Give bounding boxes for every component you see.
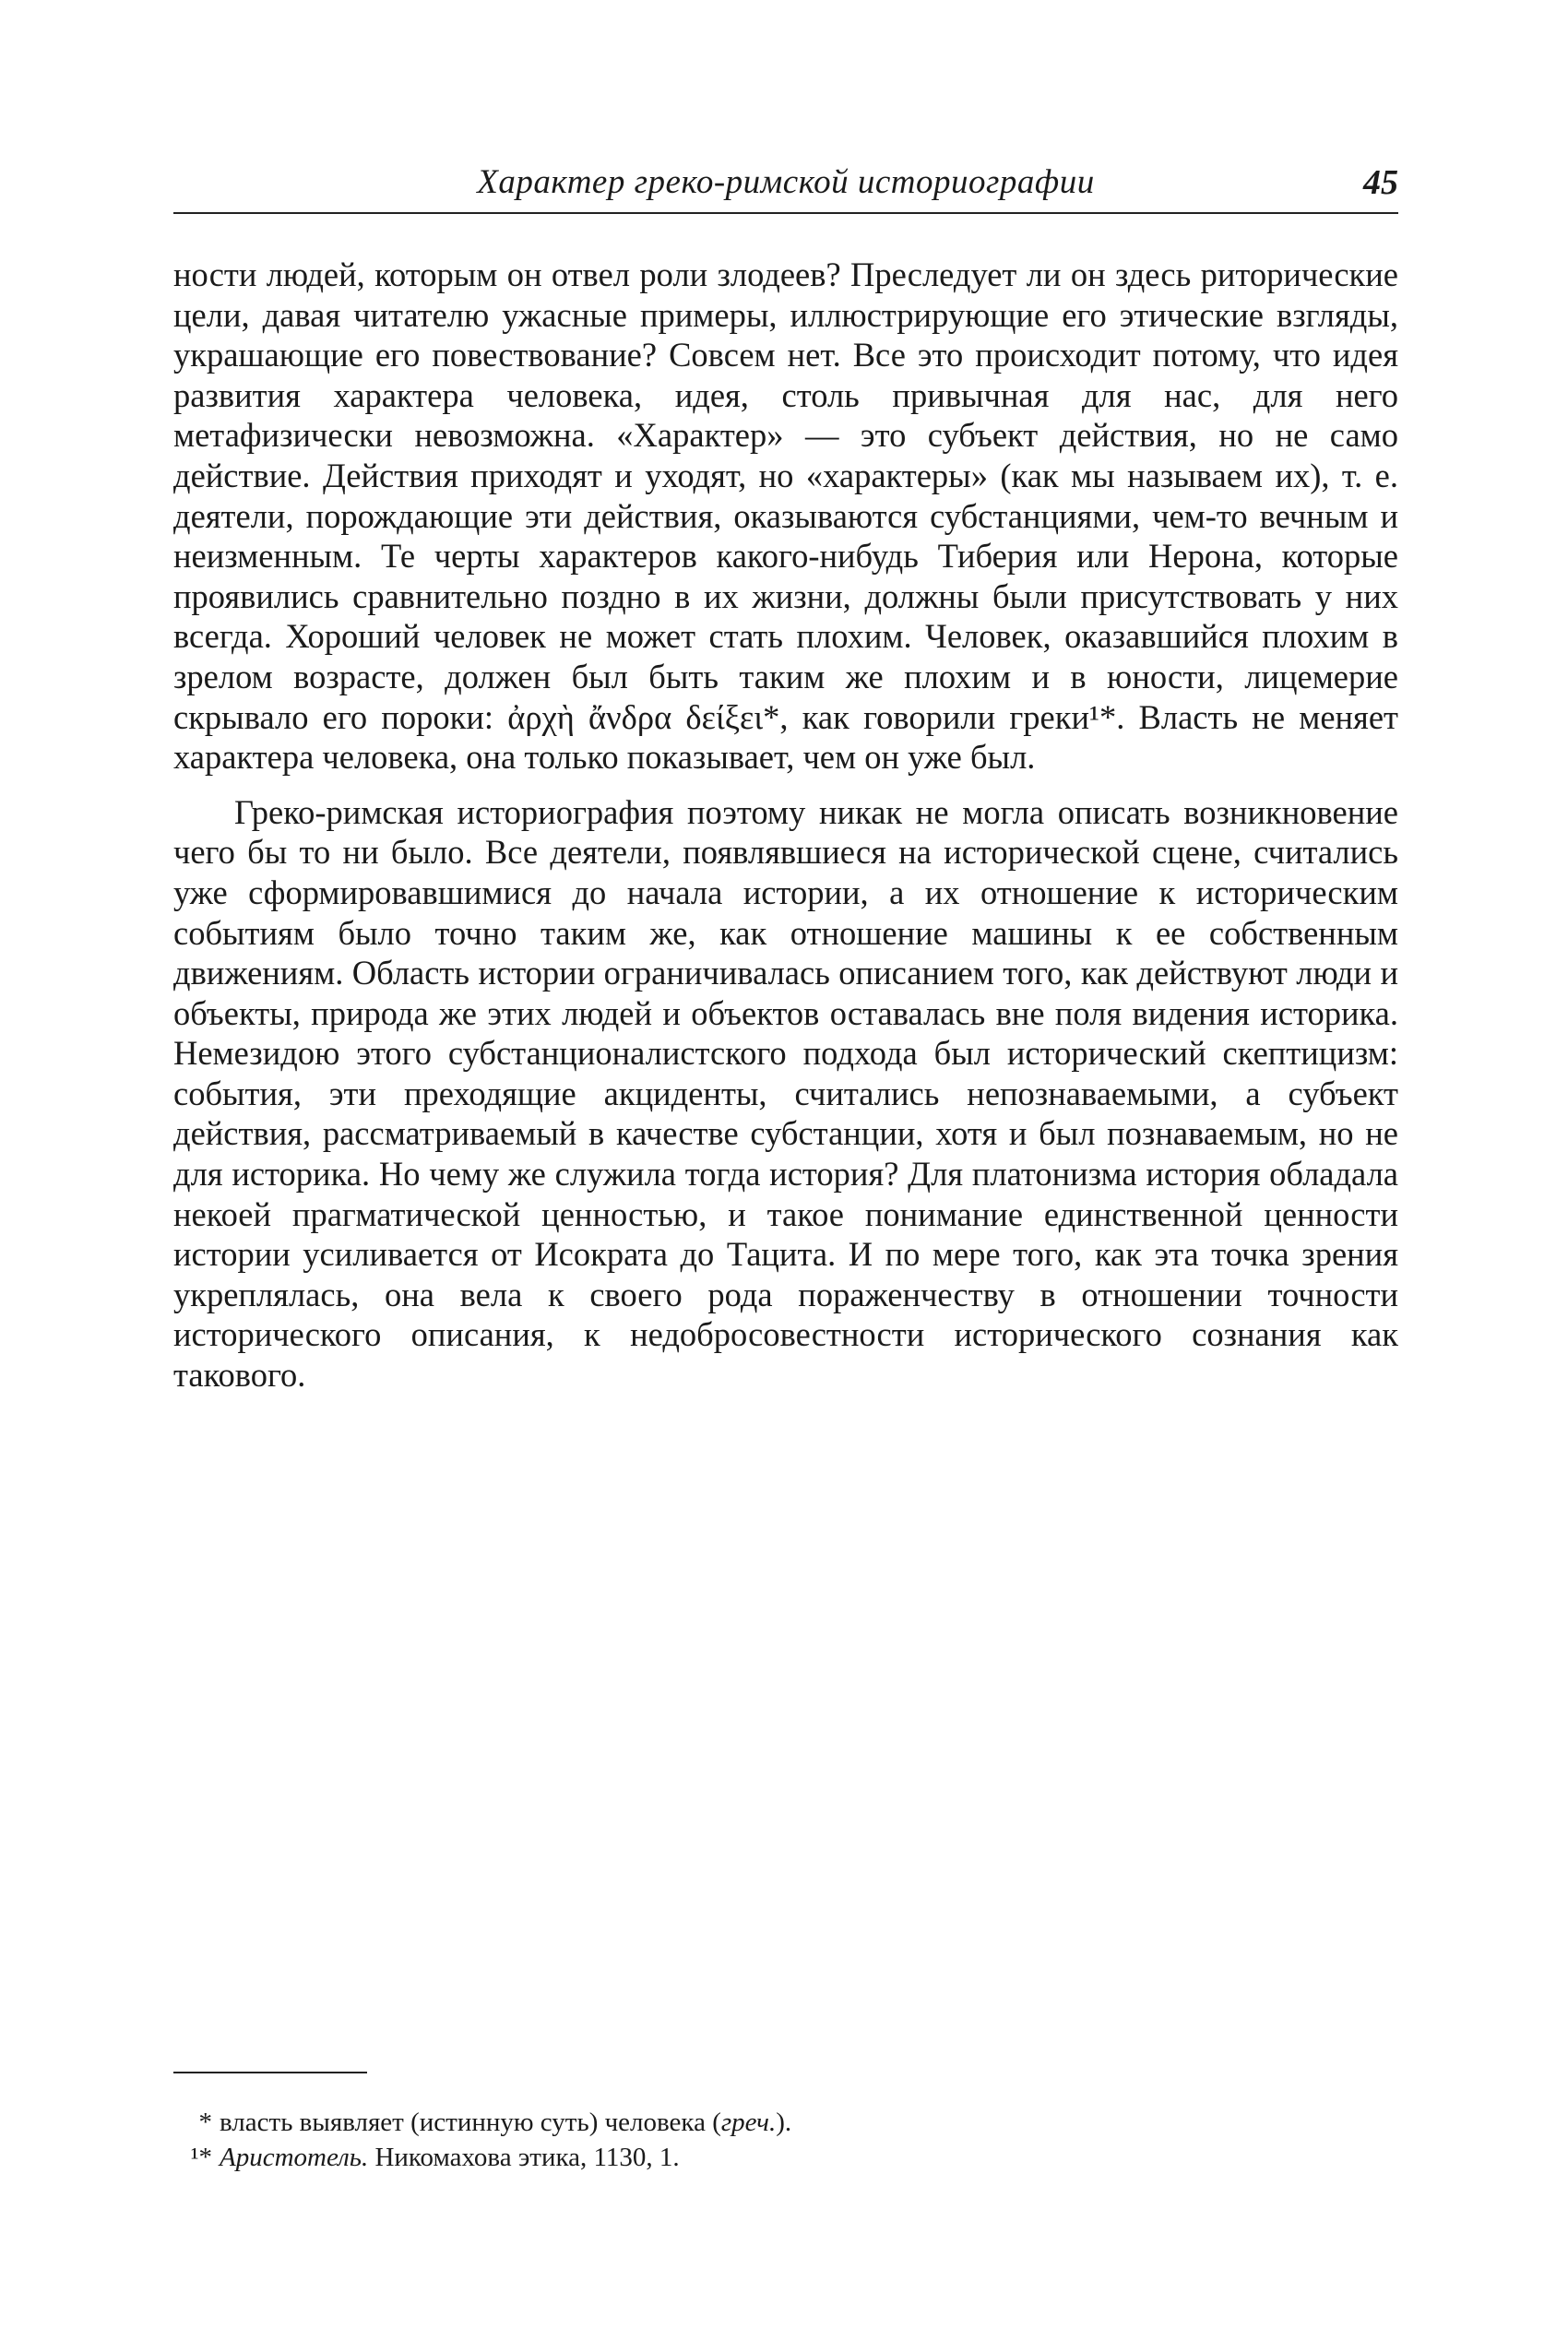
footnote <box>173 2105 1398 2140</box>
paragraph: Греко-римская историография поэтому никак не могла описать возникновение чего бы то ни было. Все деятели, появлявшиеся на исторической сцене, считались уже сформировавшимися до начала истории, а их отношение к историческим событиям было точно таким же, как отношение машины к ее собственным движениям. Область истории ограничивалась описанием того, как действуют люди и объекты, природа же этих людей и объектов оставалась вне поля видения историка. Немезидою этого субстанционалистского подхода был исторический скептицизм: события, эти преходящие акциденты, считались непознаваемыми, а субъект действия, рассматриваемый в качестве субстанции, хотя и был познаваемым, но не для историка. Но чему же служила тогда история? Для платонизма история обладала некоей прагматической ценностью, и такое понимание единственной ценности истории усиливается от Исократа до Тацита. И по мере того, как эта точка зрения укреплялась, она вела к своего рода пораженчеству в отношении точности исторического описания, к недобросовестности исторического сознания как такового. <box>173 792 1398 1395</box>
paragraph: ности людей, которым он отвел роли злодеев? Преследует ли он здесь риторические цели, давая читателю ужасные примеры, иллюстрирующие его этические взгляды, украшающие его повествование? Совсем нет. Все это происходит потому, что идея развития характера человека, идея, столь привычная для нас, для него метафизически невозможна. «Характер» — это субъект действия, но не само действие. Действия приходят и уходят, но «характеры» (как мы называем их), т. е. деятели, порождающие эти действия, оказываются субстанциями, чем-то вечным и неизменным. Те черты характеров какого-нибудь Тиберия или Нерона, которые проявились сравнительно поздно в их жизни, должны были присутствовать у них всегда. Хороший человек не может стать плохим. Человек, оказавшийся плохим в зрелом возрасте, должен был быть таким же плохим и в юности, лицемерие скрывало его пороки: ἀρχὴ ἄνδρα δείξει*, как говорили греки¹*. Власть не меняет характера человека, она только показывает, чем он уже был. <box>173 255 1398 777</box>
footnote-mark: ¹* <box>190 2143 212 2172</box>
footnotes <box>173 2105 1398 2175</box>
running-head <box>173 157 1398 214</box>
footnote-language: греч. <box>720 2108 777 2137</box>
footnote-text-end: ). <box>776 2108 792 2137</box>
footnote-author: Аристотель. <box>220 2143 369 2172</box>
running-title: Характер греко-римской историографии <box>477 163 1095 201</box>
footnote-text: Никомахова этика, 1130, 1. <box>368 2143 680 2172</box>
footnote-text: власть выявляет (истинную суть) человека ( <box>220 2108 721 2137</box>
main-text <box>173 255 1398 1396</box>
footnote-divider <box>173 2072 367 2073</box>
page-number: 45 <box>1363 163 1398 202</box>
footnote-mark: * <box>198 2108 212 2137</box>
footnote <box>173 2140 1398 2175</box>
